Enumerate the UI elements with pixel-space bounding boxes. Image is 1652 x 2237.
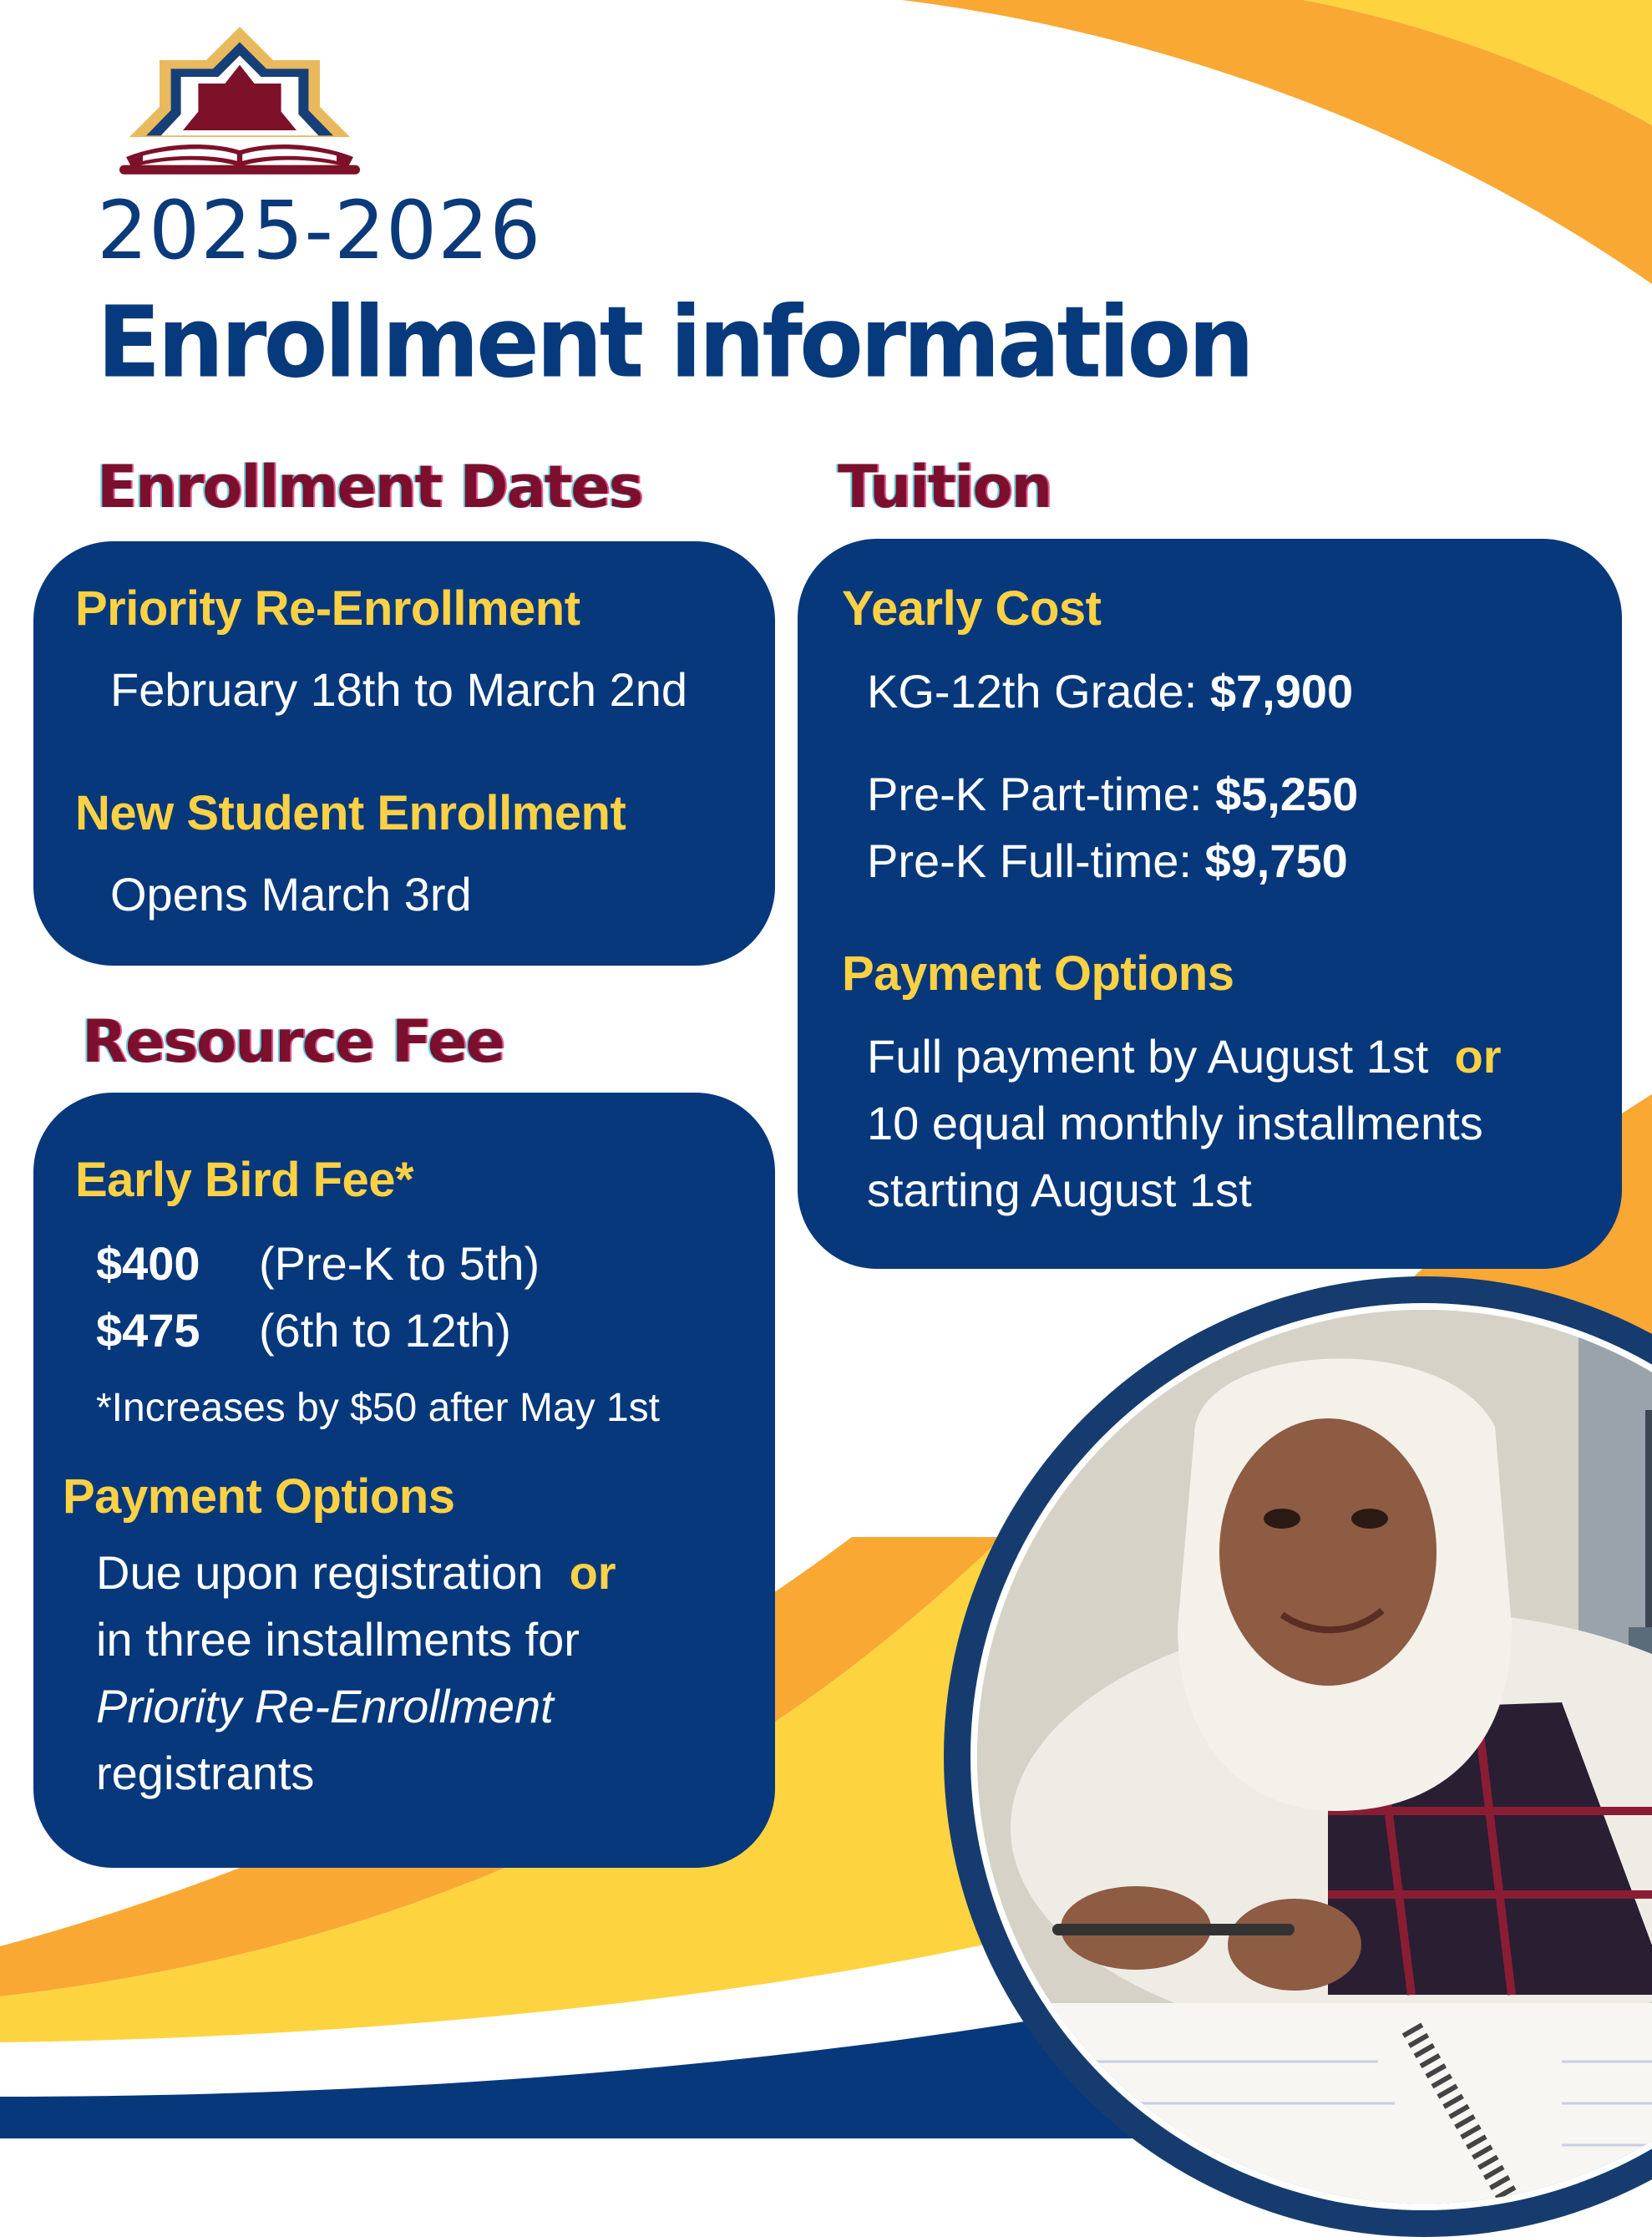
tuition-item	[867, 768, 1359, 820]
tuition-item-amount: $7,900	[1209, 665, 1354, 718]
resource-payment-text: Due upon registration	[96, 1546, 544, 1599]
fee-amount: $475	[96, 1304, 200, 1357]
tuition-payment-line-2: 10 equal monthly installments	[867, 1097, 1483, 1149]
student-photo-frame	[944, 1276, 1652, 2237]
school-year: 2025-2026	[97, 184, 542, 277]
tuition-payment-line-3: starting August 1st	[867, 1164, 1252, 1216]
tuition-payment-text: Full payment by August 1st	[867, 1030, 1429, 1083]
resource-payment-line-3: Priority Re-Enrollment	[96, 1680, 554, 1732]
new-student-enrollment-label: New Student Enrollment	[75, 786, 626, 840]
resource-payment-line-4: registrants	[96, 1747, 315, 1799]
fee-item	[96, 1237, 540, 1290]
fee-grades: (Pre-K to 5th)	[259, 1237, 540, 1290]
fee-amount: $400	[96, 1237, 200, 1290]
resource-fee-card	[33, 1093, 775, 1868]
tuition-payment-options-label: Payment Options	[842, 946, 1234, 1001]
yearly-cost-label: Yearly Cost	[842, 581, 1102, 636]
priority-reenrollment-dates: February 18th to March 2nd	[110, 663, 688, 716]
resource-payment-options-label: Payment Options	[63, 1469, 455, 1524]
tuition-item-label: Pre-K Full-time:	[867, 834, 1192, 887]
tuition-heading: Tuition	[838, 453, 1052, 521]
fee-item	[96, 1304, 511, 1357]
resource-payment-line-2: in three installments for	[96, 1613, 580, 1666]
school-logo-icon	[105, 23, 374, 190]
tuition-payment-line-1	[867, 1030, 1502, 1083]
resource-payment-line-1	[96, 1546, 616, 1599]
page-title: Enrollment information	[97, 286, 1252, 401]
tuition-item-amount: $5,250	[1214, 768, 1359, 820]
enrollment-dates-heading: Enrollment Dates	[97, 453, 642, 521]
or-connector: or	[569, 1546, 616, 1599]
tuition-item-amount: $9,750	[1204, 834, 1348, 887]
or-connector: or	[1454, 1030, 1502, 1083]
tuition-card	[798, 539, 1622, 1269]
tuition-item-label: Pre-K Part-time:	[867, 768, 1203, 820]
tuition-item-label: KG-12th Grade:	[867, 665, 1198, 718]
tuition-item	[867, 834, 1348, 887]
early-bird-fee-label: Early Bird Fee*	[75, 1153, 414, 1207]
new-student-enrollment-date: Opens March 3rd	[110, 868, 472, 921]
fee-increase-note: *Increases by $50 after May 1st	[96, 1386, 660, 1430]
tuition-item	[867, 665, 1354, 718]
resource-fee-heading: Resource Fee	[82, 1007, 504, 1076]
fee-grades: (6th to 12th)	[259, 1304, 511, 1357]
enrollment-dates-card	[33, 541, 775, 966]
priority-reenrollment-label: Priority Re-Enrollment	[75, 581, 580, 636]
